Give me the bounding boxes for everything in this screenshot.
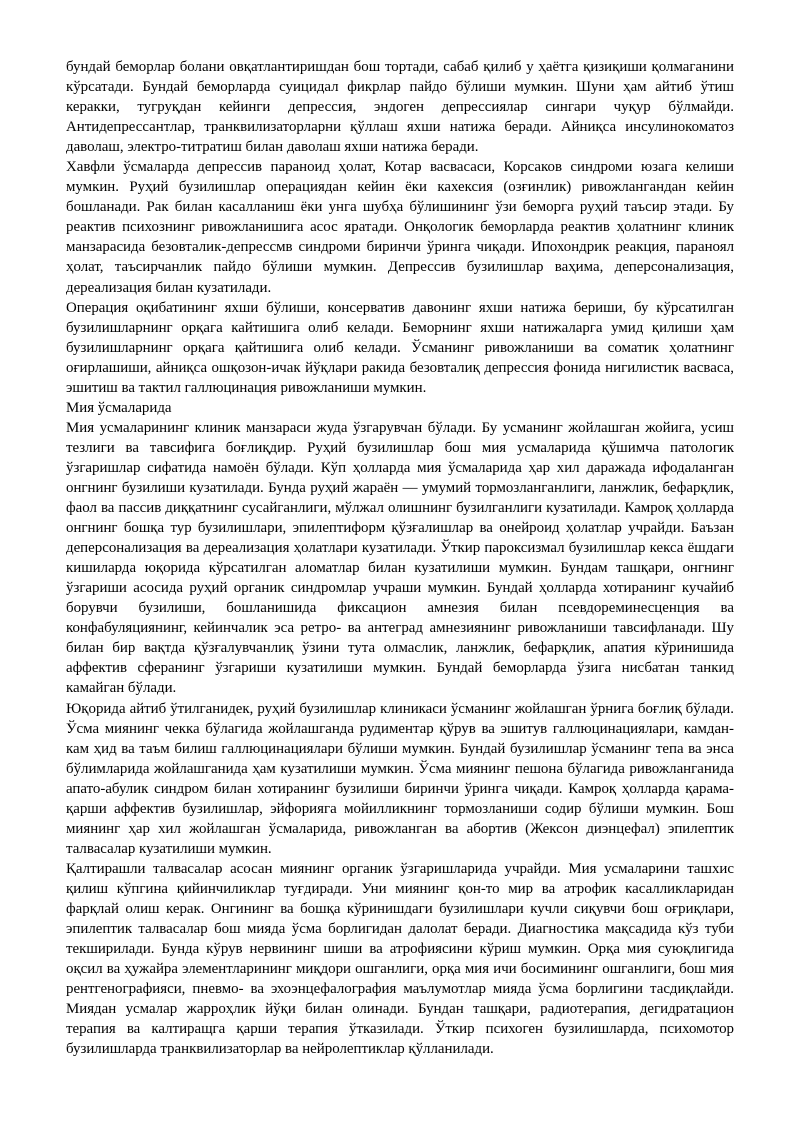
paragraph-brain-tumor-clinic: Мия усмаларининг клиник манзараси жуда ўзгарувчан бўлади. Бу усманинг жойлашган жойига, усиш тезлиги ва тавсифига боғлиқдир. Руҳий бузилишлар бош мия усмаларида қўшимча патологик ўзгаришлар сифатида намоён бўлади. Кўп ҳолларда мия ўсмаларида ҳар хил даражада ифодаланган онгнинг бузилиши кузатилади. Бунда руҳий жараён — умумий тормозланганлиги, ланжлик, бефарқлик, фаол ва пассив диққатнинг сусайганлиги, мўлжал олишнинг бузилганлиги кузатилади. Камроқ ҳолларда онгнинг бошқа тур бузилишлари, эпилептиформ қўзғалишлар ва онейроид ҳолатлар учрайди. Баъзан деперсонализация ва дереализация ҳолатлари кузатилади. Ўткир пароксизмал бузилишлар кекса ёшдаги кишиларда юқорида кўрсатилган аломатлар билан кузатилиши мумкин. Бундам ташқари, онгнинг ўзгариши асосида руҳий органик синдромлар учраши мумкин. Бундай ҳолларда хотиранинг кучайиб борувчи бузилиши, бошланишида фиксацион амнезия билан псевдореминесценция ва конфабуляциянинг, кейинчалик эса ретро- ва антеград амнезиянинг ривожланиши тавсифланади. Шу билан бир вақтда қўзғалувчанлиқ ўзини тута олмаслик, ланжлик, бефарқлик, апатия кўринишида аффектив сферанинг ўзгариши кузатилиши мумкин. Бундай беморларда ўзига нисбатан танкид камайган бўлади. (66, 419, 734, 697)
paragraph-malignant-tumors: Хавфли ўсмаларда депрессив параноид ҳолат, Котар васвасаси, Корсаков синдроми юзага келиши мумкин. Руҳий бузилишлар операциядан кейин ёки кахексия (озғинлик) ривожлангандан кейин бошланади. Рак билан касалланиш ёки унга шубҳа бўлишининг ўзи беморга руҳий таъсир этади. Бу реактив психознинг ривожланишига асос яратади. Онқологик беморларда реактив ҳолатнинг клиник манзарасида безовталик-депрессмв синдроми биринчи ўринга чиқади. Ипохондрик реакция, параноял ҳолат, таъсирчанлик пайдо бўлиши мумкин. Депрессив бузилишлар ваҳима, деперсонализация, дереализация билан кузатилади. (66, 159, 734, 296)
paragraph-operation-outcome: Операция оқибатининг яхши бўлиши, консерватив давонинг яхши натижа бериши, бу кўрсатилган бузилишларнинг орқага кайтишига олиб келади. Беморнинг яхши натижаларга умид қилиши ҳам бузилишларнинг орқага қайтишига олиб келади. Ўсманинг ривожланиши ва соматик ҳолатнинг оғирлашиши, айниқса ошқозон-ичак йўқлари ракида безовталиқ депрессия фонида нигилистик васваса, эшитиш ва тактил галлюцинация ривожланиши мумкин. (66, 299, 734, 396)
document-page (66, 57, 734, 1059)
paragraph-diagnosis-treatment: Қалтирашли талвасалар асосан миянинг органик ўзгаришларида учрайди. Мия усмаларини ташхис қилиш кўпгина қийинчиликлар туғдиради. Уни миянинг қон-то мир ва атрофик касалликларидан фарқлай олиш керак. Онгининг ва бошқа кўринишдаги бузилишлари кучли сиқувчи бош оғриқлари, эпилептик талвасалар бош мияда ўсма борлигидан далолат беради. Диагностика мақсадида кўз туби текширилади. Бунда кўрув нервининг шиши ва атрофиясини кўриш мумкин. Орқа мия суюқлигида оқсил ва ҳужайра элементларининг миқдори ошганлиги, орқа мия ичи босимининг ошганлиги, бош мия рентгенографияси, пневмо- ва эхоэнцефалография маълумотлар мияда ўсма борлигини тасдиқлайди. Миядан усмалар жарроҳлик йўқи билан олинади. Бундан ташқари, радиотерапия, дегидратацион терапия ва калтиращга қарши терапия ўтказилади. Ўткир психоген бузилишларда, психомотор бузилишларда транквилизаторлар ва нейролептиклар қўлланилади. (66, 860, 734, 1058)
section-heading-brain-tumors: Мия ўсмаларида (66, 399, 172, 416)
paragraph-tumor-location: Юқорида айтиб ўтилганидек, руҳий бузилишлар клиникаси ўсманинг жойлашган ўрнига боғлиқ бўлади. Ўсма миянинг чекка бўлагида жойлашганда рудиментар қўрув ва эшитув галлюцинациялари, камдан-кам ҳид ва таъм билиш галлюцинациялари бўлиши мумкин. Бундай бузилишлар ўсманинг тепа ва энса бўлимларида жойлашганида ҳам кузатилиши мумкин. Ўсма миянинг пешона бўлагида ривожланганида апато-абулик синдром билан хотиранинг бузилиши биринчи ўринга чиқади. Камроқ ҳолларда қарама-қарши аффектив бузилишлар, эйфорияга мойилликнинг тормозланиши содир бўлиши мумкин. Бош миянинг ҳар хил жойлашган ўсмаларида, ривожланган ва абортив (Жексон диэнцефал) эпилептик талвасалар кузатилиши мумкин. (66, 700, 734, 857)
paragraph-intro-continuation: бундай беморлар болани овқатлантиришдан бош тортади, сабаб қилиб у ҳаётга қизиқиши қолмаганини кўрсатади. Бундай беморларда суицидал фикрлар пайдо бўлиши мумкин. Шуни ҳам айтиб ўтиш керакки, тугруқдан кейинги депрессия, эндоген депрессиялар сингари чуқур бўлмайди. Антидепрессантлар, транквилизаторларни қўллаш яхши натижа беради. Айниқса инсулинокоматоз даволаш, электро-титратиш билан даволаш яхши натижа беради. (66, 59, 734, 156)
